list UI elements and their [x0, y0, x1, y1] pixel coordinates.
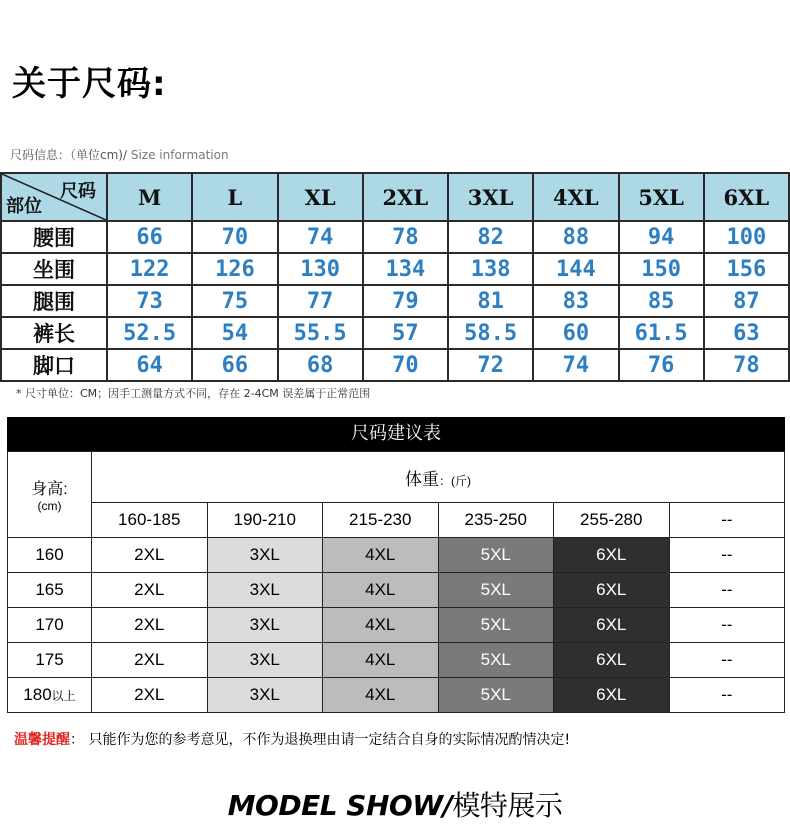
height-value: 160 [8, 538, 92, 573]
size-cell: 2XL [92, 538, 208, 573]
measure-value: 73 [107, 285, 192, 317]
size-cell: -- [669, 643, 785, 678]
measure-value: 122 [107, 253, 192, 285]
size-cell: 2XL [92, 573, 208, 608]
size-cell: 2XL [92, 608, 208, 643]
measure-value: 78 [363, 221, 448, 253]
size-cell: 5XL [438, 538, 554, 573]
table-row [8, 538, 785, 573]
measure-value: 76 [619, 349, 704, 381]
weight-label: 体重 [405, 469, 439, 489]
size-cell: -- [669, 573, 785, 608]
size-cell: 5XL [438, 678, 554, 713]
measure-value: 68 [278, 349, 363, 381]
measure-value: 70 [363, 349, 448, 381]
height-value: 170 [8, 608, 92, 643]
table-row [1, 317, 789, 349]
size-cell: 5XL [438, 608, 554, 643]
size-cell: 3XL [207, 608, 323, 643]
measure-value: 75 [192, 285, 277, 317]
size-header: L [192, 173, 277, 221]
weight-range: 190-210 [207, 503, 323, 538]
height-unit: (cm) [37, 499, 62, 513]
size-cell: -- [669, 678, 785, 713]
measure-value: 78 [704, 349, 789, 381]
measure-value: 74 [533, 349, 618, 381]
table-row [8, 573, 785, 608]
measurement-note: * 尺寸单位：CM；因手工测量方式不同，存在 2-4CM 误差属于正常范围 [16, 387, 371, 400]
size-cell: 5XL [438, 573, 554, 608]
measure-value: 100 [704, 221, 789, 253]
weight-range: 235-250 [438, 503, 554, 538]
measure-value: 52.5 [107, 317, 192, 349]
weight-range: 215-230 [323, 503, 439, 538]
table-row [1, 221, 789, 253]
measure-value: 72 [448, 349, 533, 381]
size-cell: 6XL [554, 643, 670, 678]
measure-value: 83 [533, 285, 618, 317]
measure-value: 144 [533, 253, 618, 285]
table-row [8, 643, 785, 678]
weight-range: -- [669, 503, 785, 538]
corner-size-label: 尺码 [60, 181, 96, 202]
corner-cell [1, 173, 107, 221]
size-cell: 6XL [554, 538, 670, 573]
size-cell: 3XL [207, 538, 323, 573]
measure-value: 64 [107, 349, 192, 381]
warm-tip [14, 729, 570, 749]
size-header: XL [278, 173, 363, 221]
weight-label-cell [92, 452, 785, 503]
measure-value: 150 [619, 253, 704, 285]
height-value: 180 [23, 685, 52, 704]
height-value: 165 [8, 573, 92, 608]
size-header: 4XL [533, 173, 618, 221]
measure-value: 70 [192, 221, 277, 253]
size-chart-header-row [1, 173, 789, 221]
size-cell: 4XL [323, 608, 439, 643]
size-cell: 4XL [323, 573, 439, 608]
size-chart-table [0, 172, 790, 382]
measure-value: 66 [107, 221, 192, 253]
table-row [1, 349, 789, 381]
measure-label: 坐围 [1, 253, 107, 285]
measure-value: 94 [619, 221, 704, 253]
table-row [1, 253, 789, 285]
table-row [1, 285, 789, 317]
size-header: M [107, 173, 192, 221]
model-show-cn: 模特展示 [452, 789, 563, 822]
measure-value: 77 [278, 285, 363, 317]
size-cell: 3XL [207, 573, 323, 608]
weight-range: 255-280 [554, 503, 670, 538]
table-row [8, 678, 785, 713]
table-row [8, 608, 785, 643]
height-label-cell [8, 452, 92, 538]
size-cell: 2XL [92, 643, 208, 678]
height-label: 身高: [31, 481, 68, 498]
size-cell: -- [669, 608, 785, 643]
size-cell: 2XL [92, 678, 208, 713]
size-cell: 3XL [207, 643, 323, 678]
corner-part-label: 部位 [6, 196, 42, 217]
measure-value: 58.5 [448, 317, 533, 349]
size-info-caption [10, 146, 229, 163]
measure-value: 61.5 [619, 317, 704, 349]
measure-value: 81 [448, 285, 533, 317]
measure-value: 63 [704, 317, 789, 349]
size-cell: 5XL [438, 643, 554, 678]
size-cell: 6XL [554, 573, 670, 608]
size-header: 3XL [448, 173, 533, 221]
measure-value: 66 [192, 349, 277, 381]
height-value-cell [8, 678, 92, 713]
measure-label: 腿围 [1, 285, 107, 317]
height-value: 175 [8, 643, 92, 678]
measure-value: 130 [278, 253, 363, 285]
size-header: 2XL [363, 173, 448, 221]
measure-value: 57 [363, 317, 448, 349]
weight-range: 160-185 [92, 503, 208, 538]
measure-value: 54 [192, 317, 277, 349]
recommendation-title: 尺码建议表 [7, 417, 785, 451]
model-show-en: MODEL SHOW/ [227, 789, 453, 822]
page-title: 关于尺码: [12, 64, 167, 104]
measure-label: 脚口 [1, 349, 107, 381]
measure-value: 74 [278, 221, 363, 253]
tip-text: 只能作为您的参考意见，不作为退换理由请一定结合自身的实际情况酌情决定! [88, 732, 571, 748]
measure-label: 腰围 [1, 221, 107, 253]
model-show-heading [0, 784, 790, 824]
size-cell: 6XL [554, 608, 670, 643]
height-suffix: 以上 [51, 689, 76, 703]
tip-separator: ： [70, 732, 84, 748]
measure-value: 87 [704, 285, 789, 317]
size-cell: 4XL [323, 538, 439, 573]
measure-value: 82 [448, 221, 533, 253]
measure-value: 79 [363, 285, 448, 317]
size-cell: 4XL [323, 643, 439, 678]
size-header: 5XL [619, 173, 704, 221]
size-cell: 3XL [207, 678, 323, 713]
measure-value: 138 [448, 253, 533, 285]
size-cell: -- [669, 538, 785, 573]
weight-range-row [8, 503, 785, 538]
measure-label: 裤长 [1, 317, 107, 349]
measure-value: 126 [192, 253, 277, 285]
measure-value: 85 [619, 285, 704, 317]
weight-unit: ：(斤) [439, 473, 471, 488]
measure-value: 156 [704, 253, 789, 285]
size-cell: 6XL [554, 678, 670, 713]
recommendation-table [7, 451, 785, 713]
size-info-en: Size information [130, 148, 229, 162]
size-cell: 4XL [323, 678, 439, 713]
size-header: 6XL [704, 173, 789, 221]
measure-value: 88 [533, 221, 618, 253]
measure-value: 134 [363, 253, 448, 285]
measure-value: 55.5 [278, 317, 363, 349]
size-info-cn: 尺码信息：（单位cm)/ [10, 148, 128, 162]
measure-value: 60 [533, 317, 618, 349]
tip-label: 温馨提醒 [14, 732, 70, 748]
weight-title-row [8, 452, 785, 503]
